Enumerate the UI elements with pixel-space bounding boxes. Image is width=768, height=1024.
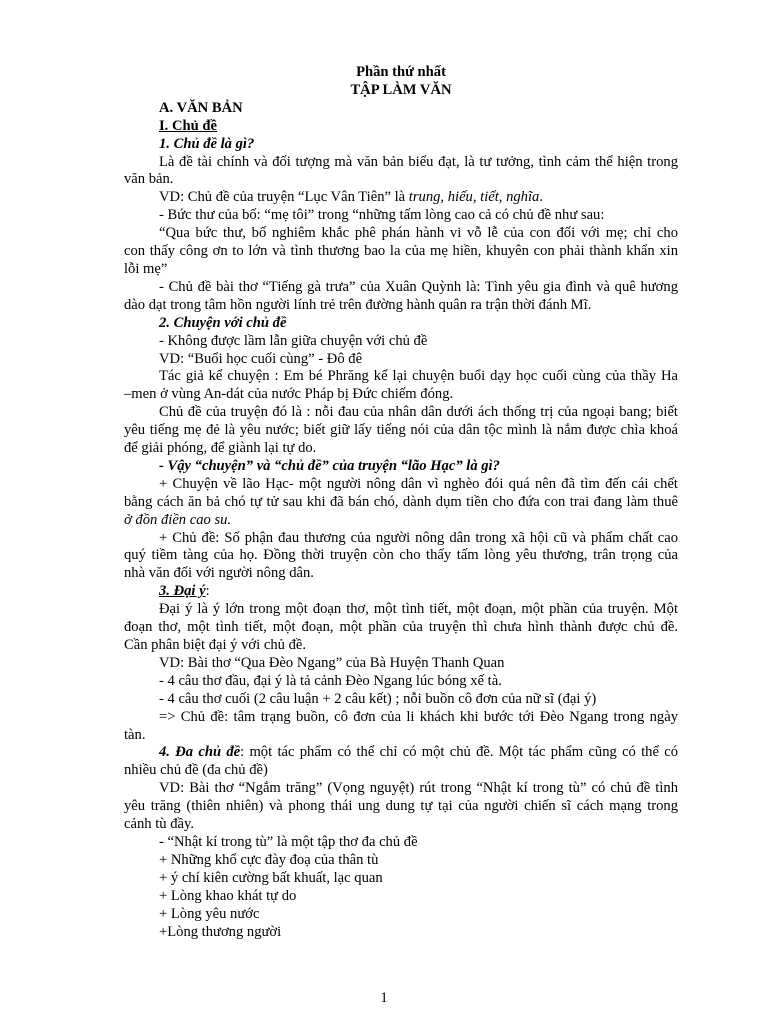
- paragraph-line: Đại ý là ý lớn trong một đoạn thơ, một tình tiết, một đoạn, một phần của truyện. Một: [159, 601, 678, 618]
- subheading-2: 2. Chuyện với chủ đề: [159, 314, 287, 331]
- paragraph-line: => Chủ đề: tâm trạng buồn, cô đơn của li khách khi bước tới Đèo Ngang trong ngày: [159, 708, 678, 725]
- paragraph-line: nhà văn đối với người nông dân.: [124, 565, 314, 582]
- subheading-4-line: [124, 744, 678, 762]
- paragraph-line: Chủ đề của truyện đó là : nỗi đau của nhân dân dưới ách thống trị của ngoại bang; biết: [159, 404, 678, 421]
- paragraph-line: VD: “Buổi học cuối cùng” - Đô đê: [159, 350, 363, 367]
- subheading-3: [124, 583, 678, 601]
- question-line: - Vậy “chuyện” và “chủ đề” của truyện “lão Hạc” là gì?: [159, 457, 500, 474]
- paragraph-line: văn bản.: [124, 171, 174, 188]
- paragraph-line: yêu tiếng mẹ đẻ là yêu nước; biết giữ lấy tiếng nói của dân tộc mình là nắm được chìa khoá: [124, 422, 678, 439]
- paragraph-line: yêu trăng (thiên nhiên) và phong thái ung dung tự tại của người chiến sĩ cách mạng trong: [124, 798, 678, 815]
- paragraph-line: + Chủ đề: Số phận đau thương của người nông dân trong xã hội cũ và phẩm chất cao: [159, 529, 678, 546]
- paragraph-line: dào dạt trong tâm hồn người lính trẻ trên đường hành quân ra trận thời đánh Mĩ.: [124, 296, 592, 313]
- subheading-1: 1. Chủ đề là gì?: [159, 135, 255, 152]
- list-item: - “Nhật kí trong tù” là một tập thơ đa chủ đề: [159, 833, 418, 850]
- paragraph-line: Cần phân biệt đại ý với chủ đề.: [124, 637, 306, 653]
- paragraph-line: cảnh tù đầy.: [124, 816, 194, 833]
- paragraph-line: - 4 câu thơ đầu, đại ý là tả cảnh Đèo Ngang lúc bóng xế tà.: [159, 672, 502, 689]
- paragraph-line: - 4 câu thơ cuối (2 câu luận + 2 câu kết) ; nỗi buồn cô đơn của nữ sĩ (đại ý): [159, 690, 597, 707]
- paragraph-line: Tác giả kể chuyện : Em bé Phrăng kể lại chuyện buổi dạy học cuối cùng của thầy Ha: [159, 368, 678, 385]
- subheading-3-label: 3. Đại ý: [159, 583, 206, 600]
- colon: :: [205, 583, 210, 600]
- paragraph-line: VD: Bài thơ “Ngắm trăng” (Vọng nguyệt) rút trong “Nhật kí trong tù” có chủ đề tình: [159, 780, 678, 797]
- paragraph-line: đoạn thơ, một tình tiết, một đoạn, một phần của truyện thì chưa hình thành được chủ đề.: [124, 619, 678, 636]
- paragraph-line: ở đồn điền cao su.: [124, 511, 232, 528]
- paragraph-line: quý tiềm tàng của họ. Đồng thời truyện còn cho thấy tấm lòng yêu thương, trân trọng của: [124, 547, 678, 564]
- paragraph-line: con thấy công ơn to lớn và tình thương bao la của mẹ hiền, khuyên con phải thành khẩn xin: [124, 243, 678, 260]
- paragraph-line: - Bức thư của bố: “mẹ tôi” trong “những tấm lòng cao cả có chủ đề như sau:: [159, 207, 605, 224]
- paragraph-line: - Không được lầm lẫn giữa chuyện với chủ đề: [159, 332, 428, 349]
- italic-span: trung, hiếu, tiết, nghĩa: [408, 189, 540, 206]
- list-item: + Lòng khao khát tự do: [159, 887, 297, 904]
- subheading-4: 4. Đa chủ đề: [159, 744, 241, 761]
- heading-a: A. VĂN BẢN: [159, 99, 243, 116]
- paragraph-line: tàn.: [124, 726, 146, 743]
- paragraph-line: “Qua bức thư, bố nghiêm khắc phê phán hành vi vỗ lễ của con đối với mẹ; chỉ cho: [159, 225, 678, 242]
- paragraph-line: nhiều chủ đề (đa chủ đề): [124, 762, 268, 779]
- paragraph-line: - Chủ đề bài thơ “Tiếng gà trưa” của Xuân Quỳnh là: Tình yêu gia đình và quê hương: [159, 278, 678, 295]
- text-span: VD: Chủ đề của truyện “Lục Vân Tiên” là: [159, 189, 409, 206]
- paragraph-line: bằng cách ăn bả chó tự tử sau khi đã bán chó, dành dụm tiền cho đứa con trai đang làm thuê: [124, 493, 678, 510]
- paragraph-line: VD: Bài thơ “Qua Đèo Ngang” của Bà Huyện Thanh Quan: [159, 654, 505, 671]
- paragraph-line: [124, 189, 678, 207]
- paragraph-line: Là đề tài chính và đối tượng mà văn bản biểu đạt, là tư tưởng, tình cảm thể hiện trong: [159, 153, 678, 170]
- section-title: TẬP LÀM VĂN: [350, 81, 452, 98]
- paragraph-line: + Chuyện về lão Hạc- một người nông dân vì nghèo đói quá nên đã tìm đến cái chết: [159, 475, 678, 492]
- list-item: + Những khổ cực đày đoạ của thân tù: [159, 851, 379, 868]
- paragraph-line: để giải phóng, để giành lại tự do.: [124, 440, 317, 457]
- paragraph-line: –men ở vùng An-dát của nước Pháp bị Đức chiếm đóng.: [124, 386, 454, 403]
- page-number: 1: [380, 990, 388, 1006]
- heading-1: I. Chủ đề: [159, 117, 217, 134]
- text-span: : một tác phẩm có thể chỉ có một chủ đề. Một tác phẩm cũng có thể có: [240, 744, 679, 761]
- list-item: + ý chí kiên cường bất khuất, lạc quan: [159, 869, 383, 886]
- paragraph-line: lỗi mẹ”: [124, 260, 168, 277]
- text-span: .: [539, 189, 543, 206]
- list-item: + Lòng yêu nước: [159, 905, 260, 922]
- document-page: [124, 64, 678, 941]
- list-item: +Lòng thương người: [159, 923, 282, 940]
- part-title: Phần thứ nhất: [356, 64, 446, 80]
